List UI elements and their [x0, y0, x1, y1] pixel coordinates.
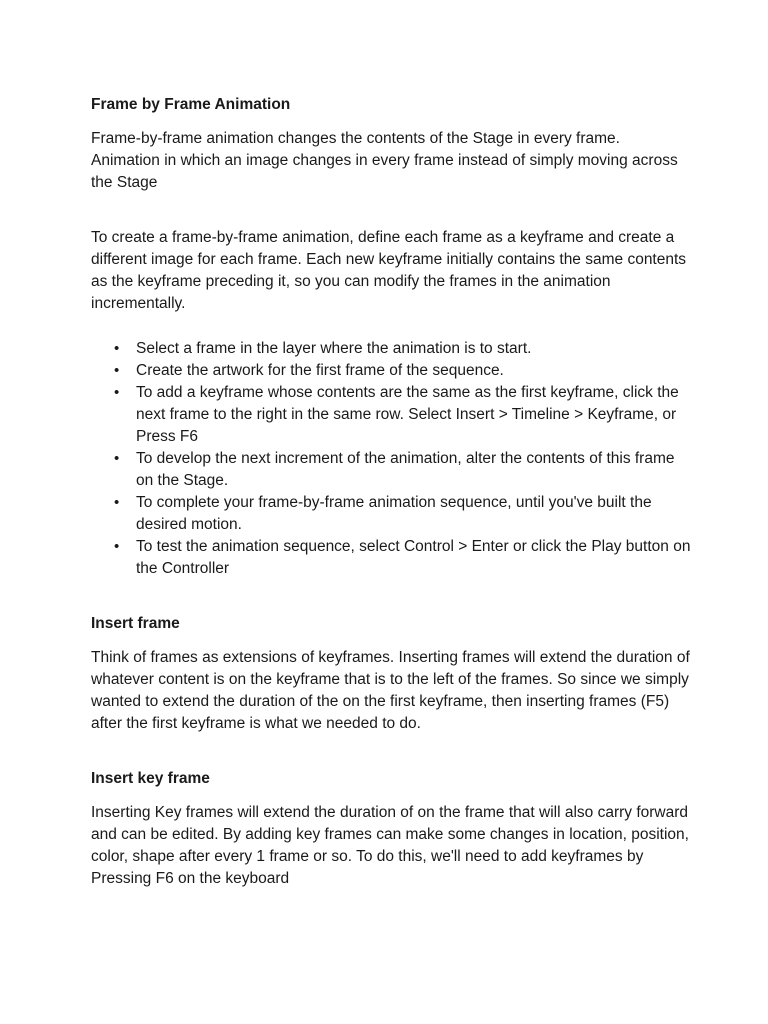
list-item-text: To complete your frame-by-frame animation sequence, until you've built the desired motion. [136, 494, 652, 533]
steps-list [91, 338, 691, 580]
list-item [91, 536, 691, 580]
paragraph-intro: Frame-by-frame animation changes the contents of the Stage in every frame. Animation in which an image changes in every frame instead of simply moving across the Stage [91, 130, 678, 191]
section-heading-insert-frame: Insert frame [91, 615, 180, 632]
list-item [91, 448, 691, 492]
list-item-text: To develop the next increment of the animation, alter the contents of this frame on the Stage. [136, 450, 675, 489]
bullet-icon: • [114, 362, 120, 379]
list-item [91, 492, 691, 536]
bullet-icon: • [114, 538, 120, 555]
list-item-text: Create the artwork for the first frame of the sequence. [136, 362, 504, 379]
list-item [91, 382, 691, 448]
paragraph-create-animation: To create a frame-by-frame animation, define each frame as a keyframe and create a different image for each frame. Each new keyframe initially contains the same contents as the keyframe preceding it, so you can modify the frames in the animation incrementally. [91, 229, 687, 312]
list-item-text: To test the animation sequence, select Control > Enter or click the Play button on the Controller [136, 538, 691, 577]
bullet-icon: • [114, 340, 120, 357]
paragraph-insert-frame: Think of frames as extensions of keyframes. Inserting frames will extend the duration of whatever content is on the keyframe that is to the left of the frames. So since we simply wanted to extend the duration of the on the first keyframe, then inserting frames (F5) after the first keyframe is what we needed to do. [91, 649, 690, 732]
document-page [91, 94, 691, 890]
list-item-text: To add a keyframe whose contents are the same as the first keyframe, click the next frame to the right in the same row. Select Insert > Timeline > Keyframe, or Press F6 [136, 384, 679, 445]
bullet-icon: • [114, 384, 120, 401]
bullet-icon: • [114, 450, 120, 467]
bullet-icon: • [114, 494, 120, 511]
section-heading-frame-by-frame: Frame by Frame Animation [91, 96, 291, 113]
section-heading-insert-key-frame: Insert key frame [91, 770, 210, 787]
list-item-text: Select a frame in the layer where the animation is to start. [136, 340, 532, 357]
list-item [91, 338, 691, 360]
paragraph-insert-key-frame: Inserting Key frames will extend the duration of on the frame that will also carry forward and can be edited. By adding key frames can make some changes in location, position, color, shape after every 1 frame or so. To do this, we'll need to add keyframes by Pressing F6 on the keyboard [91, 804, 689, 887]
list-item [91, 360, 691, 382]
